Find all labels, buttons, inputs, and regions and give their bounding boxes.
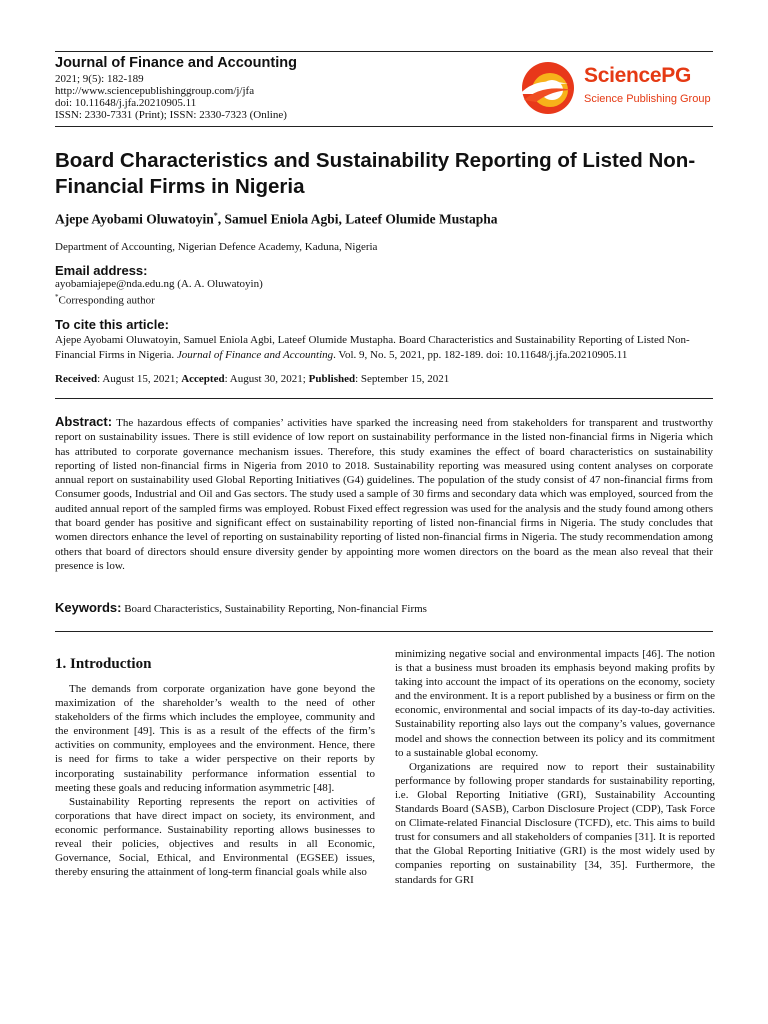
cite-heading: To cite this article:: [55, 317, 169, 332]
keywords-text: Board Characteristics, Sustainability Reporting, Non-financial Firms: [124, 603, 427, 615]
journal-url-link[interactable]: http://www.sciencepublishinggroup.com/j/jfa: [55, 85, 255, 97]
published-date: : September 15, 2021: [355, 373, 450, 385]
intro-paragraph-1: The demands from corporate organization have gone beyond the maximization of the shareholder’s wealth to the need of other stakeholders of the firms which includes the employee, community and the environment [49]. This is as a result of the effects of the firm’s activities on community, employees and the environment. Hence, there is need for firms to take a wider perspective on their reports by incorporating sustainability performance information essential to meeting these goals and reducing information asymmetric [48].: [55, 683, 375, 794]
received-date: : August 15, 2021;: [97, 373, 182, 385]
sciencepg-logo-icon: [516, 60, 580, 116]
keywords-label: Keywords:: [55, 600, 122, 615]
corresponding-note-label: Corresponding author: [58, 294, 155, 307]
intro-paragraph-2: Sustainability Reporting represents the report on activities of corporations that have direct impact on society, its environment, and economic performance. Sustainability reporting allows businesses to reveal their policies, objectives and results in all Economic, Governance, Social, Ethical, and Environmental (EGSEE) issues, thereby ensuring the attainment of long-term financial goals while also: [55, 795, 375, 879]
left-column: [55, 682, 375, 879]
author-1: Ajepe Ayobami Oluwatoyin: [55, 211, 214, 227]
abstract: [55, 415, 713, 573]
introduction-heading: 1. Introduction: [55, 656, 152, 672]
right-column: [395, 647, 715, 887]
logo-subtitle: Science Publishing Group: [584, 93, 711, 105]
abstract-bottom-rule: [55, 631, 713, 632]
keywords: [55, 600, 427, 615]
abstract-label: Abstract:: [55, 414, 113, 429]
header-top-rule: [55, 51, 713, 52]
article-dates: [55, 373, 449, 385]
corresponding-note-marker: *: [55, 293, 59, 301]
header-doi: doi: 10.11648/j.jfa.20210905.11: [55, 97, 197, 109]
intro-paragraph-3: Organizations are required now to report their sustainability performance by following proper standards for sustainability reporting, i.e. Global Reporting Initiative (GRI), Sustainability Accounting Standards Board (SASB), Carbon Disclosure Project (CDP), Task Force on Climate-related Financial Disclosure (TCFD), etc. This aims to build trust for consumers and all stakeholders of companies [31]. It is reported that the Global Reporting Initiative (GRI) is the most widely used by companies reporting on sustainability [34, 35]. Furthermore, the standards for GRI: [395, 760, 715, 886]
sciencepg-logo: [516, 60, 716, 116]
citation-text: [55, 333, 715, 363]
volume-pages: 2021; 9(5): 182-189: [55, 73, 144, 85]
abstract-top-rule: [55, 398, 713, 399]
received-label: Received: [55, 373, 98, 385]
logo-name: SciencePG: [584, 64, 692, 87]
intro-paragraph-2-continued: minimizing negative social and environmental impacts [46]. The notion is that a business must broaden its emphasis beyond making profits by taking into account the impact of its operations on the economy, society and the environment. It is a report published by a business or firm on the economic, environmental and social impacts of its day-to-day activities. Sustainability reporting also lays out the company’s values, governance model and shows the connection between its policy and its commitment to a sustainable global economy.: [395, 648, 715, 759]
accepted-label: Accepted: [181, 373, 225, 385]
email-address-link[interactable]: ayobamiajepe@nda.edu.ng (A. A. Oluwatoyin): [55, 278, 263, 290]
email-heading: Email address:: [55, 263, 148, 278]
other-authors: , Samuel Eniola Agbi, Lateef Olumide Mustapha: [217, 211, 498, 227]
citation-details: . Vol. 9, No. 5, 2021, pp. 182-189. doi: 10.11648/j.jfa.20210905.11: [333, 349, 628, 361]
header-issn: ISSN: 2330-7331 (Print); ISSN: 2330-7323 (Online): [55, 109, 287, 121]
accepted-date: : August 30, 2021;: [224, 373, 309, 385]
published-label: Published: [308, 373, 356, 385]
corresponding-note: [55, 293, 155, 307]
header-bottom-rule: [55, 126, 713, 127]
affiliation: Department of Accounting, Nigerian Defence Academy, Kaduna, Nigeria: [55, 241, 378, 253]
author-list: [55, 211, 498, 228]
article-title: Board Characteristics and Sustainability Reporting of Listed Non-Financial Firms in Nigeria: [55, 149, 696, 198]
journal-name: Journal of Finance and Accounting: [55, 55, 297, 71]
abstract-text: The hazardous effects of companies’ activities have sparked the increasing need from stakeholders for transparent and trustworthy report on sustainability issues. There is still evidence of low report on sustainability performance in the listed non-financial firms in Nigeria which has attributed to corporate governance mechanism issues. Therefore, this study examines the effect of board characteristics on sustainability reporting of listed non-financial firms in Nigeria from 2010 to 2018. Sustainability reporting was measured using content analyses on corporate annual report on sustainability used Global Reporting Initiatives (G4) guidelines. The population of the study consist of 47 non-financial firms from Consumer goods, Industrial and Oil and Gas sectors. The study used a sample of 30 firms and secondary data which was employed, sourced from the audited annual report of the sampled firms was employed. Robust Fixed effect regression was used for the analysis and the study found among others that board gender has positive and significant effect on sustainability reporting of listed non-financial firms in Nigeria. The study concludes that women directors enhance the level of reporting on sustainability reporting of listed non-financial firms in Nigeria. The study recommendation among others that board of directors should ensure diversity gender by appointing more women directors on the board as the mean also reveal that their presence is low.: [55, 417, 713, 572]
corresponding-marker: *: [213, 211, 218, 220]
citation-authors-title: Ajepe Ayobami Oluwatoyin, Samuel Eniola Agbi, Lateef Olumide Mustapha. Board Characteristics and Sustainability Reporting of Listed Non-Financial Firms in Nigeria.: [55, 334, 690, 361]
citation-journal: Journal of Finance and Accounting: [176, 349, 334, 361]
